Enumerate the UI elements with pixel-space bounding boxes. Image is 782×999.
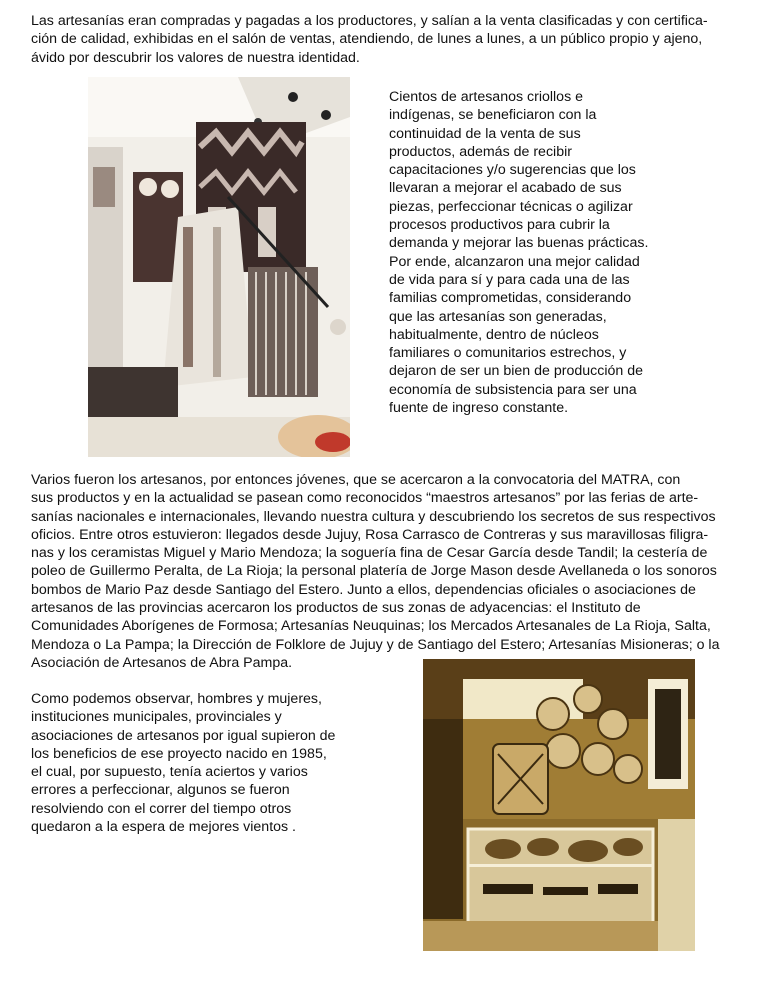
artisans-line: Asociación de Artesanos de Abra Pampa. bbox=[31, 654, 293, 671]
intro-line: Las artesanías eran compradas y pagadas a los productores, y salían a la venta clasificadas y con certifica- bbox=[31, 13, 708, 29]
side-line: procesos productivos para cubrir la bbox=[389, 217, 610, 234]
artisans-line: sus productos y en la actualidad se pasean como reconocidos “maestros artesanos” por las ferias de arte- bbox=[31, 490, 699, 507]
side-line: Por ende, alcanzaron una mejor calidad bbox=[389, 253, 640, 270]
closing-line: quedaron a la espera de mejores vientos . bbox=[31, 819, 296, 836]
side-line: familiares o comunitarios estrechos, y bbox=[389, 345, 627, 362]
artisans-line: Varios fueron los artesanos, por entonces jóvenes, que se acercaron a la convocatoria del MATRA, con bbox=[31, 472, 681, 488]
closing-line: los beneficios de ese proyecto nacido en 1985, bbox=[31, 745, 327, 762]
side-line: de vida para sí y para cada una de las bbox=[389, 271, 630, 288]
crafts-shop-photo bbox=[423, 659, 695, 951]
closing-line: asociaciones de artesanos por igual supieron de bbox=[31, 727, 336, 744]
side-line: demanda y mejorar las buenas prácticas. bbox=[389, 235, 649, 252]
intro-line: ávido por descubrir los valores de nuestra identidad. bbox=[31, 49, 360, 66]
intro-line: ción de calidad, exhibidas en el salón de ventas, atendiendo, de lunes a lunes, a un público propio y ajeno, bbox=[31, 31, 703, 48]
artisans-line: artesanos de las provincias acercaron los productos de sus zonas de adyacencias: el Instituto de bbox=[31, 600, 641, 617]
side-column-paragraph bbox=[389, 88, 689, 417]
artisans-line: Comunidades Aborígenes de Formosa; Artesanías Neuquinas; los Mercados Artesanales de La Rioja, Salta, bbox=[31, 618, 711, 635]
side-line: fuente de ingreso constante. bbox=[389, 400, 569, 417]
showroom-textiles-photo bbox=[88, 77, 350, 457]
side-line: productos, además de recibir bbox=[389, 143, 572, 160]
side-line: capacitaciones y/o sugerencias que los bbox=[389, 162, 636, 179]
artisans-paragraph bbox=[31, 471, 770, 672]
side-line: familias comprometidas, considerando bbox=[389, 290, 632, 307]
closing-line: Como podemos observar, hombres y mujeres, bbox=[31, 691, 322, 707]
closing-paragraph bbox=[31, 690, 371, 836]
side-line: Cientos de artesanos criollos e bbox=[389, 89, 583, 105]
closing-line: resolviendo con el correr del tiempo otros bbox=[31, 800, 292, 817]
side-line: dejaron de ser un bien de producción de bbox=[389, 363, 643, 380]
artisans-line: sanías nacionales e internacionales, llevando nuestra cultura y descubriendo los secretos de sus respectivos bbox=[31, 508, 716, 525]
closing-line: el cual, por supuesto, tenía aciertos y varios bbox=[31, 764, 308, 781]
side-line: habitualmente, dentro de núcleos bbox=[389, 326, 599, 343]
side-line: continuidad de la venta de sus bbox=[389, 125, 581, 142]
closing-line: instituciones municipales, provinciales y bbox=[31, 709, 282, 726]
artisans-line: Mendoza o La Pampa; la Dirección de Folklore de Jujuy y de Santiago del Estero; Artesanías Misioneras; o la bbox=[31, 636, 720, 653]
side-line: piezas, perfeccionar técnicas o agilizar bbox=[389, 198, 633, 215]
side-line: economía de subsistencia para ser una bbox=[389, 381, 637, 398]
closing-line: errores a perfeccionar, algunos se fueron bbox=[31, 782, 290, 799]
side-line: que las artesanías son generadas, bbox=[389, 308, 607, 325]
artisans-line: poleo de Guillermo Peralta, de La Rioja; la personal platería de Jorge Mason desde Avellaneda o los sonoros bbox=[31, 563, 717, 580]
artisans-line: oficios. Entre otros estuvieron: llegados desde Jujuy, Rosa Carrasco de Contreras y sus maravillosas filigra- bbox=[31, 526, 709, 543]
intro-paragraph bbox=[31, 12, 770, 67]
artisans-line: bombos de Mario Paz desde Santiago del Estero. Junto a ellos, dependencias oficiales o asociaciones de bbox=[31, 581, 696, 598]
side-line: llevaran a mejorar el acabado de sus bbox=[389, 180, 622, 197]
side-line: indígenas, se beneficiaron con la bbox=[389, 107, 597, 124]
artisans-line: nas y los ceramistas Miguel y Mario Mendoza; la soguería fina de Cesar García desde Tandil; la cestería de bbox=[31, 545, 708, 562]
